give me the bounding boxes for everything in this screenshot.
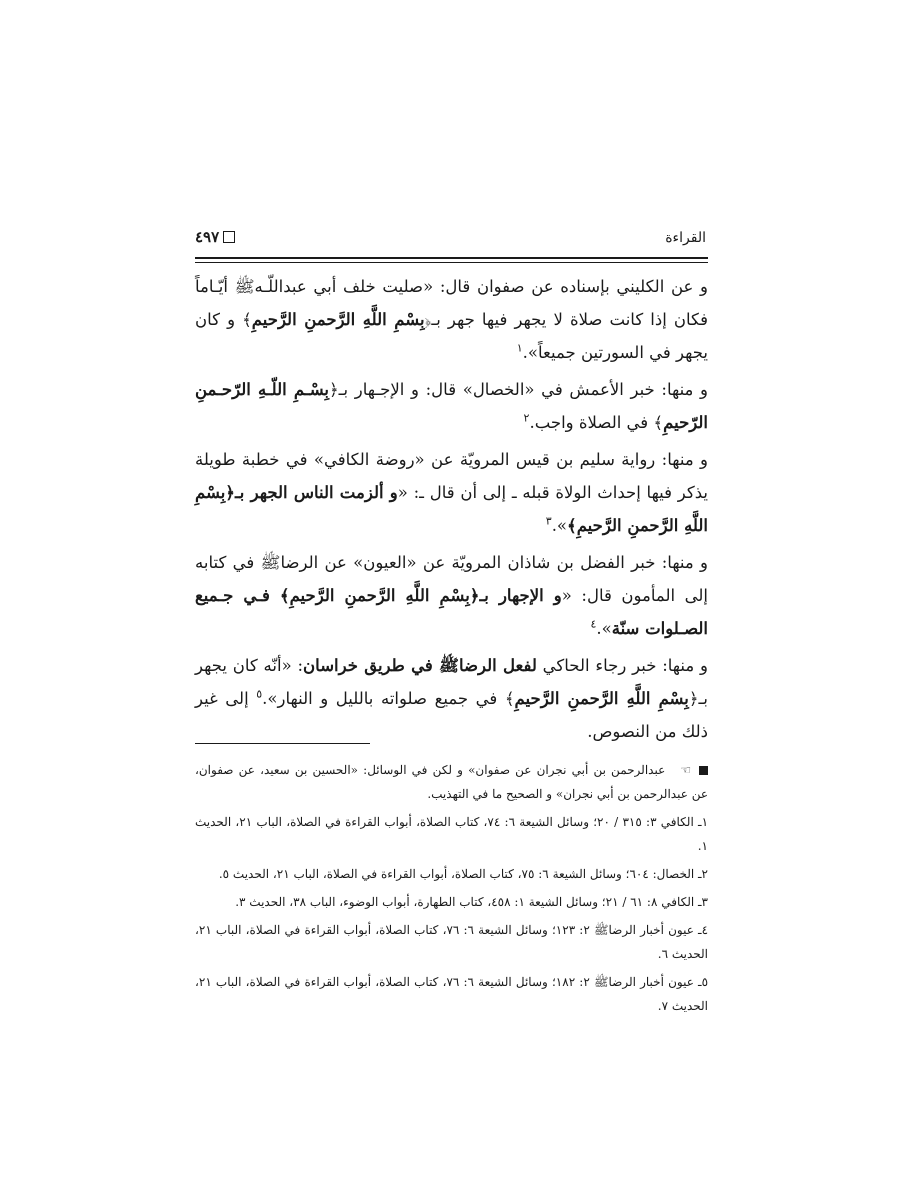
text-span: ». <box>596 619 612 638</box>
text-span: : «أنّه كان يجهر بـ﴿ <box>195 656 708 708</box>
quote-bold: و ألزمت الناس الجهر بـ﴿بِسْمِ اللَّهِ الرَّحمنِ الرَّحيمِ﴾ <box>195 483 708 535</box>
basmala-bold: بِسْـمِ اللّـهِ الرّحـمنِ الرّحيمِ <box>195 380 708 432</box>
quote-bold: و الإجهار بـ﴿بِسْمِ اللَّهِ الرَّحمنِ الرَّحيمِ﴾ فـي جـميع الصـلوات سنّة <box>195 586 708 638</box>
body-text <box>195 270 708 752</box>
text-span: و منها: رواية سليم بن قيس المرويّة عن «روضة الكافي» في خطبة طويلة يذكر فيها إحداث الولاة قبله ـ إلى أن قال ـ: « <box>195 450 708 502</box>
hand-pointing-icon: ☜ <box>680 763 692 777</box>
text-span: ﴾ في الصلاة واجب. <box>529 413 664 432</box>
footnote-separator <box>195 743 370 744</box>
footnote-note <box>195 758 708 806</box>
running-title: القراءة <box>665 230 706 246</box>
paragraph-3 <box>195 443 708 542</box>
header-rule-thick <box>195 257 708 259</box>
paragraph-1 <box>195 270 708 369</box>
square-box-icon <box>223 231 235 243</box>
footnote-note-text: عبدالرحمن بن أبي نجران عن صفوان» و لكن في الوسائل: «الحسين بن سعيد، عن صفوان، عن عبدالرحمن بن أبي نجران» و الصحيح ما في التهذيب. <box>195 763 708 801</box>
text-span: ». <box>551 516 568 535</box>
footnote-4: ٤ـ عيون أخبار الرضاﷺ ٢: ١٢٣؛ وسائل الشيعة ٦: ٧٦، كتاب الصلاة، أبواب القراءة في الصلاة، الباب ٢١، الحديث ٦. <box>195 923 709 961</box>
text-span: و منها: خبر الأعمش في «الخصال» قال: و الإجـهار بـ﴿ <box>329 380 709 399</box>
footnote-ref: ٤ <box>590 617 597 631</box>
footnote-1: ١ـ الكافي ٣: ٣١٥ / ٢٠؛ وسائل الشيعة ٦: ٧٤، كتاب الصلاة، أبواب القراءة في الصلاة، الباب ٢١، الحديث ١. <box>195 815 709 853</box>
footnote-ref: ٣ <box>545 514 552 528</box>
footnotes <box>195 758 708 1022</box>
text-span: إلى غير ذلك من النصوص. <box>195 689 708 741</box>
basmala-bold: بِسْمِ اللَّهِ الرَّحمنِ الرَّحيمِ <box>514 689 689 708</box>
note-icons <box>680 758 708 782</box>
text-span: ﴾ في جميع صلواته بالليل و النهار». <box>262 689 515 708</box>
text-span: و منها: خبر الفضل بن شاذان المرويّة عن «العيون» عن الرضاﷺ في كتابه إلى المأمون قال: « <box>195 553 708 605</box>
basmala-bold: بِسْمِ اللَّهِ الرَّحمنِ الرَّحيمِ <box>251 310 425 329</box>
text-span: و منها: خبر رجاء الحاكي <box>536 656 708 675</box>
page-number <box>195 228 235 246</box>
footnote-ref: ٢ <box>523 411 530 425</box>
text-span: و عن الكليني بإسناده عن صفوان قال: «صليت خلف أبي عبداللّـهﷺ أيّـاماً فكان إذا كانت صلاة لا يجهر فيها جهر بـ﴿ <box>195 277 708 329</box>
book-page <box>195 0 708 1200</box>
footnote-3: ٣ـ الكافي ٨: ٦١ / ٢١؛ وسائل الشيعة ١: ٤٥٨، كتاب الطهارة، أبواب الوضوء، الباب ٣٨، الحديث ٣. <box>235 895 708 909</box>
footnote-ref: ١ <box>516 341 523 355</box>
text-span: ﴾ و كان يجهر في السورتين جميعاً». <box>195 310 708 362</box>
paragraph-2 <box>195 373 708 439</box>
header-rule-thin <box>195 262 708 263</box>
paragraph-4 <box>195 546 708 645</box>
quote-bold: لفعل الرضاﷺ في طريق خراسان <box>303 656 537 675</box>
footnote-ref: ٥ <box>256 687 263 701</box>
page-header <box>195 228 708 252</box>
page-number-text: ٤٩٧ <box>195 228 220 246</box>
footnote-2: ٢ـ الخصال: ٦٠٤؛ وسائل الشيعة ٦: ٧٥، كتاب الصلاة، أبواب القراءة في الصلاة، الباب ٢١، الحديث ٥. <box>218 867 708 881</box>
square-bullet-icon <box>699 766 708 775</box>
paragraph-5 <box>195 649 708 748</box>
footnote-5: ٥ـ عيون أخبار الرضاﷺ ٢: ١٨٢؛ وسائل الشيعة ٦: ٧٦، كتاب الصلاة، أبواب القراءة في الصلاة، الباب ٢١، الحديث ٧. <box>195 975 709 1013</box>
